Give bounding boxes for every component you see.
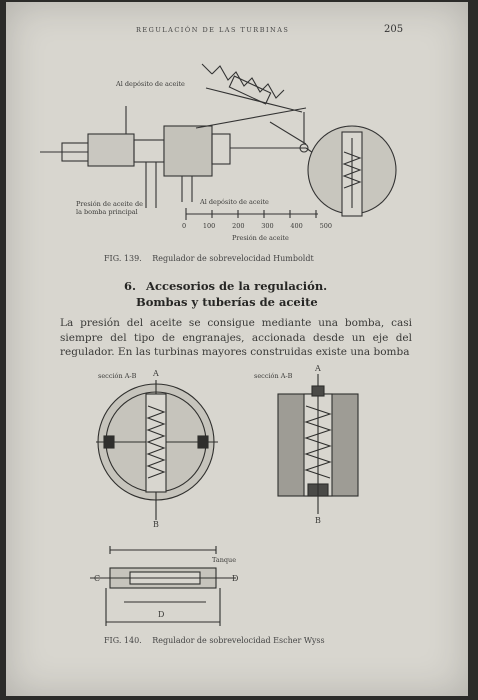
- caption-text: Regulador de sobrevelocidad Humboldt: [152, 254, 314, 263]
- scale-tick: 300: [261, 222, 274, 230]
- scale-tick: 100: [202, 222, 216, 230]
- page-number: 205: [384, 24, 404, 35]
- book-page: [6, 2, 468, 696]
- section-title-line2: Bombas y tuberías de aceite: [136, 295, 318, 309]
- figure-caption-bottom: [104, 636, 325, 645]
- letter-d-bottom: D: [158, 610, 165, 619]
- running-header: REGULACIÓN DE LAS TURBINAS: [136, 26, 290, 34]
- letter-b-right: B: [315, 516, 321, 525]
- letter-b-bottom: B: [153, 520, 159, 529]
- scale-tick: 0: [182, 222, 187, 230]
- body-paragraph: La presión del aceite se consigue mediante una bomba, casi siempre del tipo de engranajes, accionada desde un eje del regulador. En las turbinas mayores construidas existe una bomba: [60, 317, 412, 358]
- letter-c: C: [94, 574, 101, 583]
- caption-number: FIG. 139.: [104, 254, 142, 263]
- caption-number: FIG. 140.: [104, 636, 142, 645]
- caption-text: Regulador de sobrevelocidad Escher Wyss: [152, 636, 325, 645]
- label-oil-pressure-pump: Presión de aceite de la bomba principal: [76, 200, 143, 216]
- label-oil-tank-middle: Al depósito de aceite: [200, 198, 269, 206]
- scale-tick: 500: [319, 222, 332, 230]
- label-tank: Tanque: [212, 556, 237, 564]
- figure-bottom-drawing: [6, 2, 468, 696]
- section-number: 6.: [124, 279, 137, 293]
- scale-label: Presión de aceite: [232, 234, 289, 242]
- label-section-left: sección A-B: [98, 372, 137, 380]
- letter-d: D: [232, 574, 239, 583]
- letter-a-right: A: [315, 364, 321, 373]
- scale-tick: 200: [232, 222, 245, 230]
- label-oil-tank: Al depósito de aceite: [116, 80, 185, 88]
- letter-a-top: A: [153, 369, 159, 378]
- section-title-line1: Accesorios de la regulación.: [146, 279, 328, 293]
- scale-tick: 400: [290, 222, 303, 230]
- label-section-right: sección A-B: [254, 372, 293, 380]
